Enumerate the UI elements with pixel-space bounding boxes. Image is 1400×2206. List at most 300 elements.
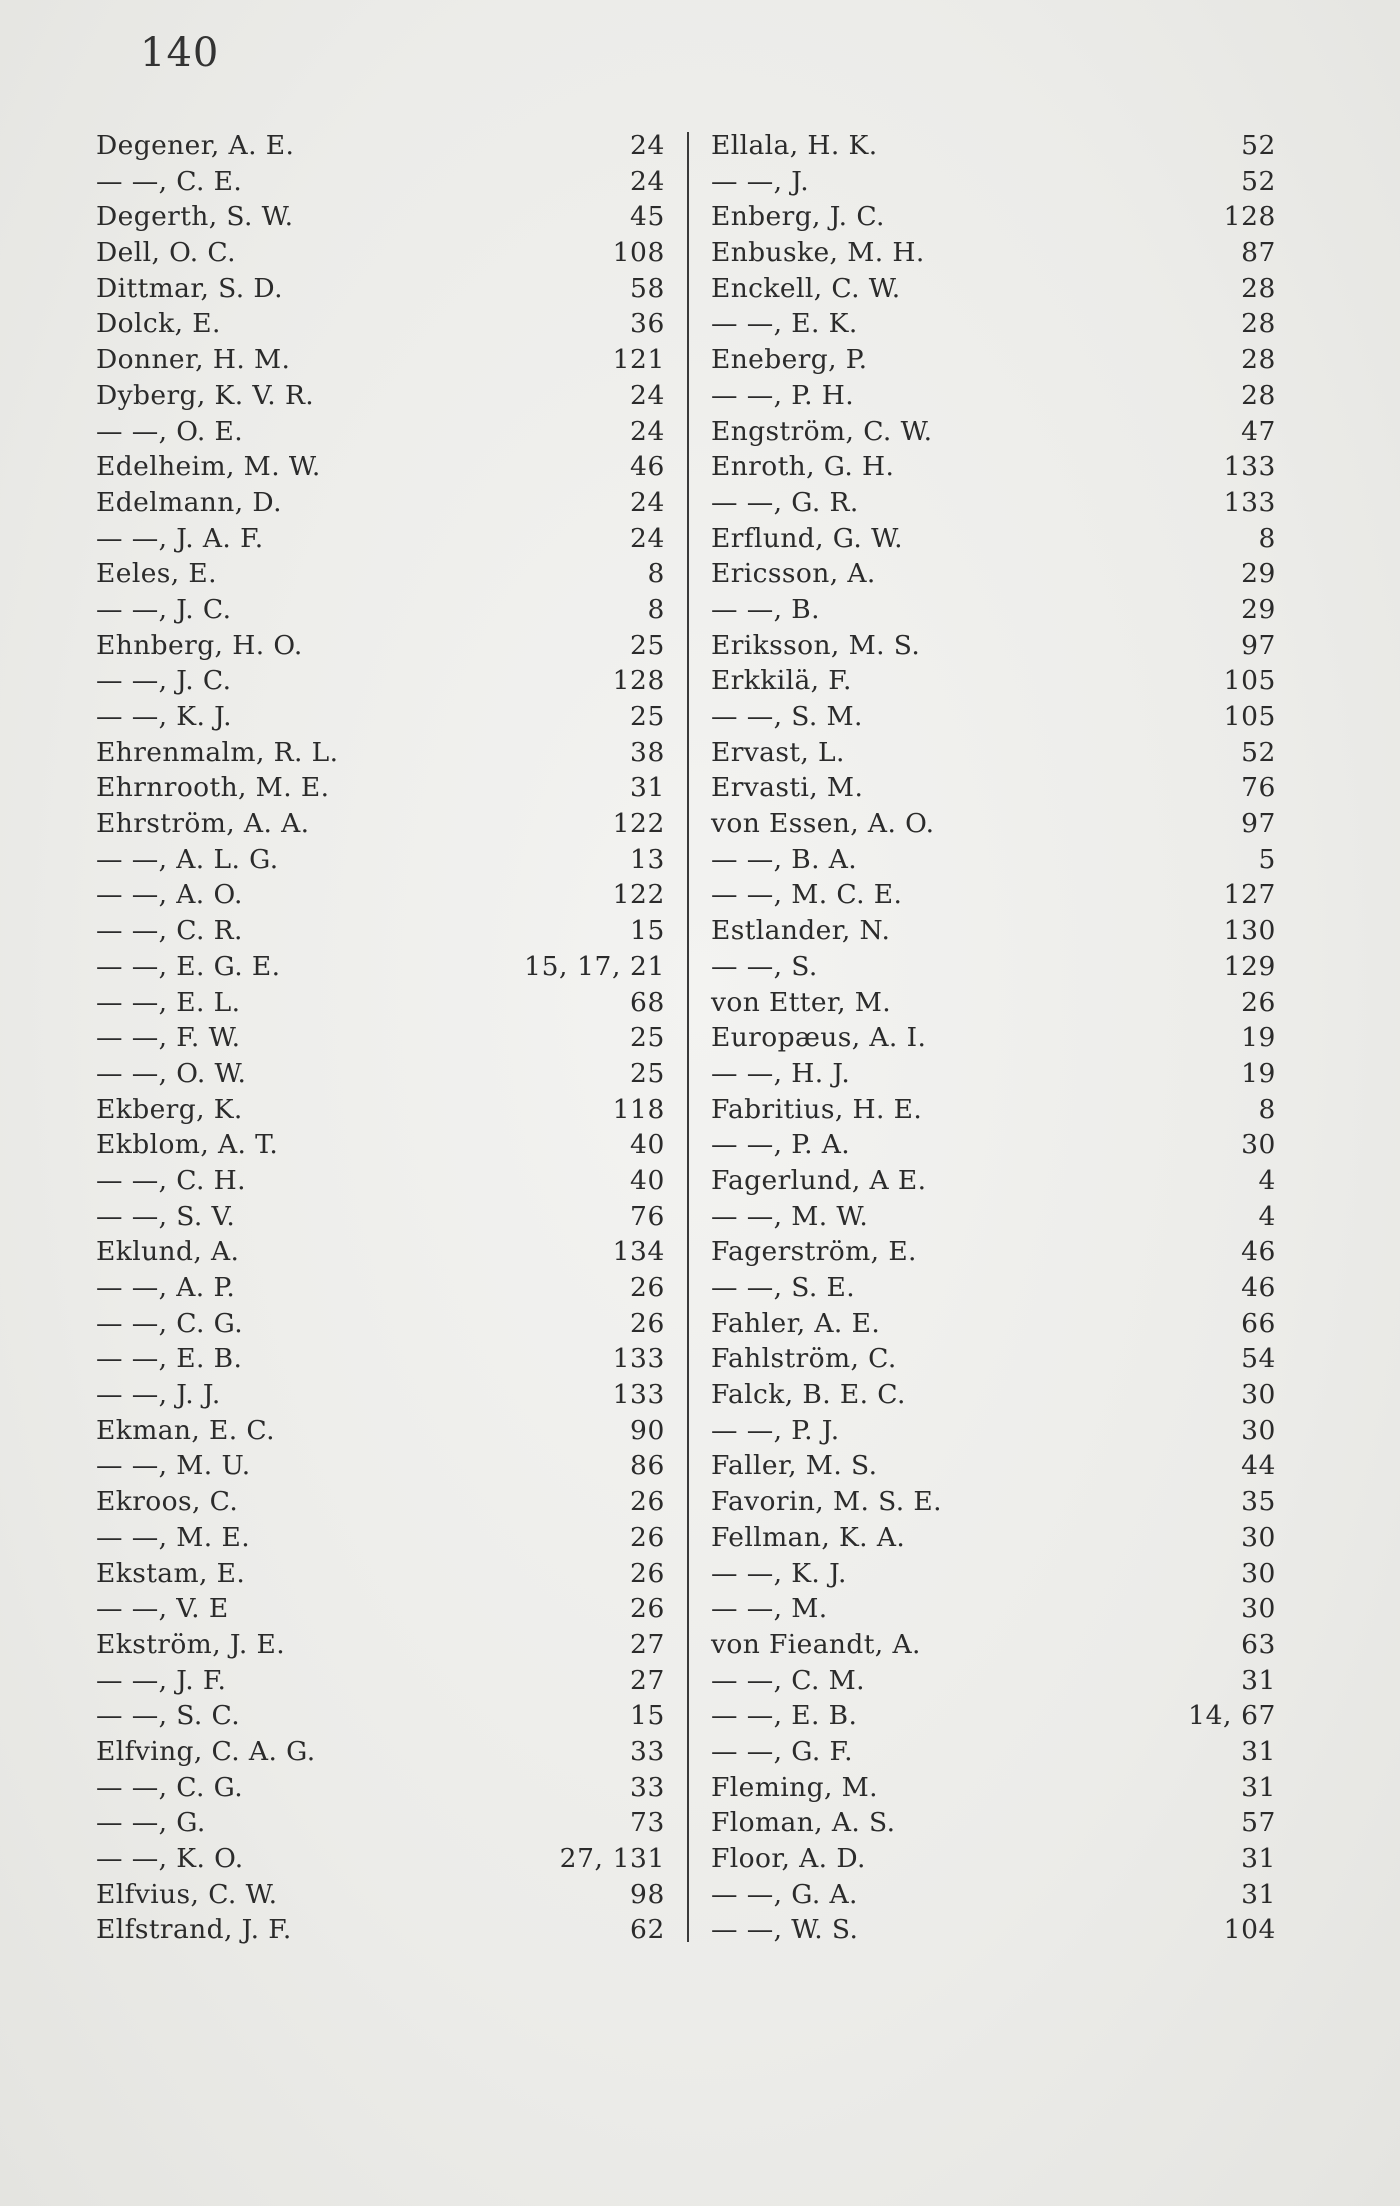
entry-pages: 25	[630, 1057, 665, 1089]
entry-name: Ekström, J. E.	[96, 1628, 286, 1660]
entry-name: — —, P. H.	[710, 379, 855, 411]
entry-name: — —, E. G. E.	[96, 950, 281, 982]
entry-name: Enroth, G. H.	[710, 451, 895, 483]
entry-pages: 76	[1241, 772, 1276, 804]
entry-pages: 130	[1223, 915, 1276, 947]
entry-name: — —, M. C. E.	[710, 879, 903, 911]
entry-name: Floman, A. S.	[710, 1807, 896, 1839]
entry-name: — —, B. A.	[710, 843, 858, 875]
entry-name: Ervasti, M.	[710, 772, 864, 804]
entry-pages: 28	[1241, 308, 1276, 340]
index-entry	[96, 806, 665, 842]
entry-name: — —, J.	[710, 165, 810, 197]
entry-pages: 15	[630, 1700, 665, 1732]
entry-pages: 87	[1241, 237, 1276, 269]
index-entry	[711, 306, 1276, 342]
index-entry	[711, 1627, 1276, 1663]
index-entry	[711, 164, 1276, 200]
entry-name: — —, B.	[710, 593, 820, 625]
entry-pages: 118	[612, 1093, 665, 1125]
entry-pages: 26	[630, 1521, 665, 1553]
entry-pages: 52	[1241, 130, 1276, 161]
entry-pages: 31	[1241, 1735, 1276, 1767]
entry-pages: 27	[630, 1628, 665, 1660]
index-entry	[711, 342, 1276, 378]
index-entry	[711, 1805, 1276, 1841]
entry-name: Ervast, L.	[710, 736, 845, 768]
entry-name: — —, E. B.	[710, 1700, 858, 1732]
entry-name: — —, E. L.	[96, 986, 241, 1018]
index-entry	[711, 806, 1276, 842]
index-entry	[711, 913, 1276, 949]
entry-pages: 31	[1241, 1664, 1276, 1696]
entry-pages: 46	[1241, 1272, 1276, 1303]
index-entry	[711, 1556, 1276, 1592]
entry-pages: 24	[630, 415, 665, 447]
entry-name: Elfving, C. A. G.	[96, 1735, 316, 1767]
index-entry	[96, 913, 665, 949]
entry-name: — —, F. W.	[96, 1022, 241, 1054]
entry-pages: 36	[630, 308, 665, 340]
entry-pages: 46	[630, 451, 665, 483]
entry-pages: 133	[1223, 451, 1276, 483]
entry-pages: 27, 131	[559, 1843, 665, 1874]
entry-pages: 28	[1241, 272, 1276, 304]
entry-pages: 28	[1241, 379, 1276, 411]
index-entry	[96, 342, 665, 378]
entry-name: — —, G. R.	[710, 486, 859, 518]
entry-name: Estlander, N.	[710, 915, 891, 947]
entry-name: Dolck, E.	[96, 308, 221, 340]
entry-name: — —, G.	[96, 1807, 206, 1839]
entry-name: Erkkilä, F.	[710, 665, 852, 697]
entry-name: Ekberg, K.	[96, 1093, 243, 1125]
entry-pages: 134	[612, 1236, 665, 1268]
entry-pages: 24	[630, 165, 665, 197]
entry-name: — —, A. P.	[96, 1272, 236, 1303]
index-entry	[711, 1591, 1276, 1627]
entry-pages: 25	[630, 629, 665, 661]
entry-name: — —, C. R.	[96, 915, 243, 947]
entry-name: Floor, A. D.	[710, 1843, 866, 1874]
entry-name: — —, C. G.	[96, 1307, 244, 1339]
index-entry	[96, 306, 665, 342]
index-entry	[711, 128, 1276, 164]
index-entry	[711, 1448, 1276, 1484]
entry-pages: 90	[630, 1414, 665, 1446]
entry-name: Edelheim, M. W.	[96, 451, 321, 483]
index-entry	[96, 1877, 665, 1913]
entry-pages: 26	[630, 1486, 665, 1518]
entry-pages: 62	[630, 1914, 665, 1946]
entry-pages: 97	[1241, 808, 1276, 840]
entry-name: — —, J. J.	[96, 1379, 221, 1411]
entry-name: Fahler, A. E.	[710, 1307, 881, 1339]
entry-name: Ekstam, E.	[96, 1557, 246, 1589]
entry-pages: 15, 17, 21	[524, 950, 665, 982]
entry-name: Enckell, C. W.	[710, 272, 901, 304]
index-entry	[711, 1484, 1276, 1520]
index-entry	[711, 1270, 1276, 1306]
entry-name: Donner, H. M.	[96, 344, 291, 376]
index-entry	[711, 235, 1276, 271]
entry-name: — —, G. F.	[710, 1735, 853, 1767]
entry-pages: 24	[630, 379, 665, 411]
index-entry	[96, 235, 665, 271]
entry-pages: 30	[1241, 1129, 1276, 1161]
entry-pages: 52	[1241, 736, 1276, 768]
entry-name: Elfstrand, J. F.	[96, 1914, 292, 1946]
entry-name: Dittmar, S. D.	[96, 272, 283, 304]
index-entry	[96, 1591, 665, 1627]
entry-pages: 31	[1241, 1878, 1276, 1910]
entry-pages: 58	[630, 272, 665, 304]
index-entry	[711, 735, 1276, 771]
entry-name: — —, M. E.	[96, 1521, 251, 1553]
entry-name: — —, C. M.	[710, 1664, 865, 1696]
index-entry	[96, 1306, 665, 1342]
entry-name: — —, C. H.	[96, 1164, 246, 1196]
index-entry	[711, 1698, 1276, 1734]
index-entry	[711, 842, 1276, 878]
entry-name: Enberg, J. C.	[710, 201, 885, 233]
entry-pages: 14, 67	[1188, 1700, 1276, 1732]
index-entry	[711, 1163, 1276, 1199]
entry-name: Enbuske, M. H.	[710, 237, 925, 269]
entry-pages: 98	[630, 1878, 665, 1910]
index-entry	[96, 1413, 665, 1449]
entry-pages: 54	[1241, 1343, 1276, 1375]
index-entry	[96, 1341, 665, 1377]
entry-pages: 133	[612, 1343, 665, 1375]
entry-name: Dyberg, K. V. R.	[96, 379, 315, 411]
entry-name: — —, W. S.	[710, 1914, 859, 1946]
entry-name: Ehrenmalm, R. L.	[96, 736, 339, 768]
index-entry	[96, 164, 665, 200]
entry-name: Engström, C. W.	[710, 415, 933, 447]
index-entry	[96, 1556, 665, 1592]
entry-name: Falck, B. E. C.	[710, 1379, 906, 1411]
entry-name: Europæus, A. I.	[710, 1022, 927, 1054]
entry-name: — —, V. E	[96, 1593, 229, 1625]
index-entry	[711, 1520, 1276, 1556]
entry-pages: 133	[612, 1379, 665, 1411]
index-entry	[96, 663, 665, 699]
entry-pages: 40	[630, 1129, 665, 1161]
index-entry	[711, 1341, 1276, 1377]
entry-name: Ekman, E. C.	[96, 1414, 275, 1446]
entry-pages: 26	[630, 1272, 665, 1303]
entry-name: — —, S.	[710, 950, 818, 982]
entry-name: — —, K. J.	[710, 1557, 847, 1589]
index-entry	[711, 699, 1276, 735]
entry-pages: 128	[612, 665, 665, 697]
index-entry	[96, 1270, 665, 1306]
entry-name: — —, E. K.	[710, 308, 858, 340]
index-entry	[711, 1377, 1276, 1413]
entry-pages: 30	[1241, 1557, 1276, 1589]
index-entry	[96, 1698, 665, 1734]
entry-pages: 5	[1258, 843, 1276, 875]
index-entry	[96, 770, 665, 806]
index-entry	[711, 485, 1276, 521]
entry-name: — —, J. C.	[96, 593, 232, 625]
entry-pages: 57	[1241, 1807, 1276, 1839]
entry-pages: 26	[630, 1307, 665, 1339]
entry-name: — —, A. L. G.	[96, 843, 279, 875]
entry-name: — —, K. O.	[96, 1843, 244, 1874]
index-entry	[96, 1520, 665, 1556]
entry-pages: 26	[630, 1593, 665, 1625]
index-column-left	[96, 128, 687, 1948]
index-entry	[96, 1377, 665, 1413]
index-entry	[96, 414, 665, 450]
index-entry	[96, 1770, 665, 1806]
entry-pages: 40	[630, 1164, 665, 1196]
index-entry	[711, 949, 1276, 985]
entry-pages: 33	[630, 1735, 665, 1767]
index-entry	[96, 1234, 665, 1270]
entry-name: Eklund, A.	[96, 1236, 240, 1268]
index-entry	[96, 842, 665, 878]
entry-pages: 8	[647, 558, 665, 590]
entry-pages: 128	[1223, 201, 1276, 233]
entry-name: Faller, M. S.	[710, 1450, 878, 1482]
entry-pages: 133	[1223, 486, 1276, 518]
index-entry	[96, 985, 665, 1021]
entry-name: Fahlström, C.	[710, 1343, 897, 1375]
index-entry	[711, 592, 1276, 628]
entry-name: Fellman, K. A.	[710, 1521, 906, 1553]
index-entry	[711, 1877, 1276, 1913]
entry-pages: 25	[630, 701, 665, 732]
entry-pages: 31	[630, 772, 665, 804]
entry-pages: 122	[612, 808, 665, 840]
index-entry	[96, 1663, 665, 1699]
entry-name: Erflund, G. W.	[710, 522, 903, 554]
entry-pages: 38	[630, 736, 665, 768]
entry-name: Eeles, E.	[96, 558, 217, 590]
index-entry	[96, 485, 665, 521]
entry-pages: 19	[1241, 1022, 1276, 1054]
entry-name: Fabritius, H. E.	[710, 1093, 923, 1125]
entry-name: Favorin, M. S. E.	[710, 1486, 942, 1518]
entry-pages: 13	[630, 843, 665, 875]
index-entry	[711, 521, 1276, 557]
entry-pages: 24	[630, 522, 665, 554]
index-entry	[96, 378, 665, 414]
index-entry	[711, 1841, 1276, 1877]
entry-name: Fleming, M.	[710, 1771, 878, 1803]
index-entry	[96, 1484, 665, 1520]
entry-name: Fagerström, E.	[710, 1236, 917, 1268]
index-entry	[96, 1056, 665, 1092]
entry-name: — —, H. J.	[710, 1057, 851, 1089]
entry-name: Dell, O. C.	[96, 237, 236, 269]
index-entry	[96, 1805, 665, 1841]
entry-name: — —, J. A. F.	[96, 522, 264, 554]
entry-pages: 105	[1223, 701, 1276, 732]
entry-name: Eneberg, P.	[710, 344, 868, 376]
entry-pages: 35	[1241, 1486, 1276, 1518]
entry-pages: 127	[1223, 879, 1276, 911]
entry-pages: 63	[1241, 1628, 1276, 1660]
entry-pages: 97	[1241, 629, 1276, 661]
entry-name: — —, J. F.	[96, 1664, 227, 1696]
entry-pages: 29	[1241, 558, 1276, 590]
entry-name: — —, S. V.	[96, 1200, 236, 1232]
index-entry	[96, 199, 665, 235]
index-entry	[711, 449, 1276, 485]
entry-pages: 121	[612, 344, 665, 376]
index-entry	[711, 378, 1276, 414]
entry-name: Fagerlund, A E.	[710, 1164, 927, 1196]
entry-name: — —, P. A.	[710, 1129, 851, 1161]
entry-name: Elfvius, C. W.	[96, 1878, 278, 1910]
entry-pages: 24	[630, 486, 665, 518]
entry-name: von Etter, M.	[710, 986, 892, 1018]
entry-name: — —, O. W.	[96, 1057, 247, 1089]
entry-pages: 27	[630, 1664, 665, 1696]
entry-name: — —, M. U.	[96, 1450, 251, 1482]
index-entry	[96, 699, 665, 735]
entry-pages: 46	[1241, 1236, 1276, 1268]
index-entry	[711, 1912, 1276, 1948]
entry-pages: 8	[1258, 1093, 1276, 1125]
entry-name: Ekroos, C.	[96, 1486, 239, 1518]
entry-pages: 26	[1241, 986, 1276, 1018]
entry-pages: 30	[1241, 1379, 1276, 1411]
entry-pages: 73	[630, 1807, 665, 1839]
index-entry	[711, 1306, 1276, 1342]
entry-pages: 122	[612, 879, 665, 911]
index-entry	[711, 414, 1276, 450]
index-entry	[711, 1234, 1276, 1270]
index-entry	[711, 663, 1276, 699]
entry-pages: 31	[1241, 1843, 1276, 1874]
entry-pages: 108	[612, 237, 665, 269]
entry-pages: 33	[630, 1771, 665, 1803]
entry-name: — —, E. B.	[96, 1343, 243, 1375]
index-entry	[711, 1199, 1276, 1235]
entry-name: — —, S. M.	[710, 701, 863, 732]
entry-pages: 76	[630, 1200, 665, 1232]
entry-name: Edelmann, D.	[96, 486, 282, 518]
index-entry	[96, 1627, 665, 1663]
index-entry	[96, 1020, 665, 1056]
index-entry	[96, 128, 665, 164]
index-entry	[711, 877, 1276, 913]
entry-pages: 8	[1258, 522, 1276, 554]
entry-name: — —, K. J.	[96, 701, 232, 732]
index-entry	[96, 1734, 665, 1770]
page-number: 140	[140, 30, 220, 76]
index-entry	[711, 556, 1276, 592]
index-entry	[96, 1199, 665, 1235]
index-entry	[711, 199, 1276, 235]
index-entry	[96, 877, 665, 913]
entry-pages: 105	[1223, 665, 1276, 697]
entry-pages: 31	[1241, 1771, 1276, 1803]
entry-pages: 68	[630, 986, 665, 1018]
entry-pages: 19	[1241, 1057, 1276, 1089]
entry-pages: 30	[1241, 1414, 1276, 1446]
entry-name: Degerth, S. W.	[96, 201, 294, 233]
entry-pages: 4	[1258, 1164, 1276, 1196]
index-entry	[96, 949, 665, 985]
index-entry	[96, 1841, 665, 1877]
index-entry	[96, 271, 665, 307]
entry-pages: 44	[1241, 1450, 1276, 1482]
entry-name: — —, A. O.	[96, 879, 243, 911]
entry-pages: 129	[1223, 950, 1276, 982]
index-entry	[711, 1056, 1276, 1092]
entry-name: Ellala, H. K.	[710, 130, 878, 161]
entry-name: Eriksson, M. S.	[710, 629, 921, 661]
index-entry	[711, 1020, 1276, 1056]
index-entry	[711, 1127, 1276, 1163]
entry-name: — —, G. A.	[710, 1878, 858, 1910]
index-entry	[96, 592, 665, 628]
index-entry	[96, 1127, 665, 1163]
entry-name: — —, P. J.	[710, 1414, 840, 1446]
entry-pages: 104	[1223, 1914, 1276, 1946]
entry-pages: 30	[1241, 1593, 1276, 1625]
index-column-right	[689, 128, 1276, 1948]
entry-pages: 8	[647, 593, 665, 625]
entry-name: — —, O. E.	[96, 415, 244, 447]
entry-name: Ehrnrooth, M. E.	[96, 772, 330, 804]
entry-pages: 29	[1241, 593, 1276, 625]
index-entry	[96, 449, 665, 485]
index-entry	[96, 1912, 665, 1948]
entry-pages: 15	[630, 915, 665, 947]
index-entry	[96, 1092, 665, 1128]
index-entry	[96, 1448, 665, 1484]
entry-name: von Fieandt, A.	[710, 1628, 921, 1660]
entry-name: Degener, A. E.	[96, 130, 295, 161]
name-index	[96, 128, 1276, 1948]
entry-name: von Essen, A. O.	[710, 808, 935, 840]
index-entry	[96, 521, 665, 557]
entry-name: Ehnberg, H. O.	[96, 629, 303, 661]
index-entry	[711, 1663, 1276, 1699]
index-entry	[711, 1092, 1276, 1128]
index-entry	[711, 770, 1276, 806]
index-entry	[96, 556, 665, 592]
entry-pages: 24	[630, 130, 665, 161]
index-entry	[711, 985, 1276, 1021]
index-entry	[96, 735, 665, 771]
entry-pages: 26	[630, 1557, 665, 1589]
entry-pages: 47	[1241, 415, 1276, 447]
entry-name: Ekblom, A. T.	[96, 1129, 279, 1161]
entry-name: — —, J. C.	[96, 665, 232, 697]
index-entry	[96, 628, 665, 664]
index-entry	[711, 1413, 1276, 1449]
entry-pages: 30	[1241, 1521, 1276, 1553]
index-entry	[711, 1770, 1276, 1806]
entry-name: — —, M. W.	[710, 1200, 869, 1232]
entry-pages: 66	[1241, 1307, 1276, 1339]
entry-name: — —, C. G.	[96, 1771, 244, 1803]
entry-pages: 86	[630, 1450, 665, 1482]
entry-name: — —, S. E.	[710, 1272, 856, 1303]
entry-name: Ehrström, A. A.	[96, 808, 310, 840]
index-entry	[711, 271, 1276, 307]
index-entry	[711, 628, 1276, 664]
entry-name: — —, C. E.	[96, 165, 243, 197]
